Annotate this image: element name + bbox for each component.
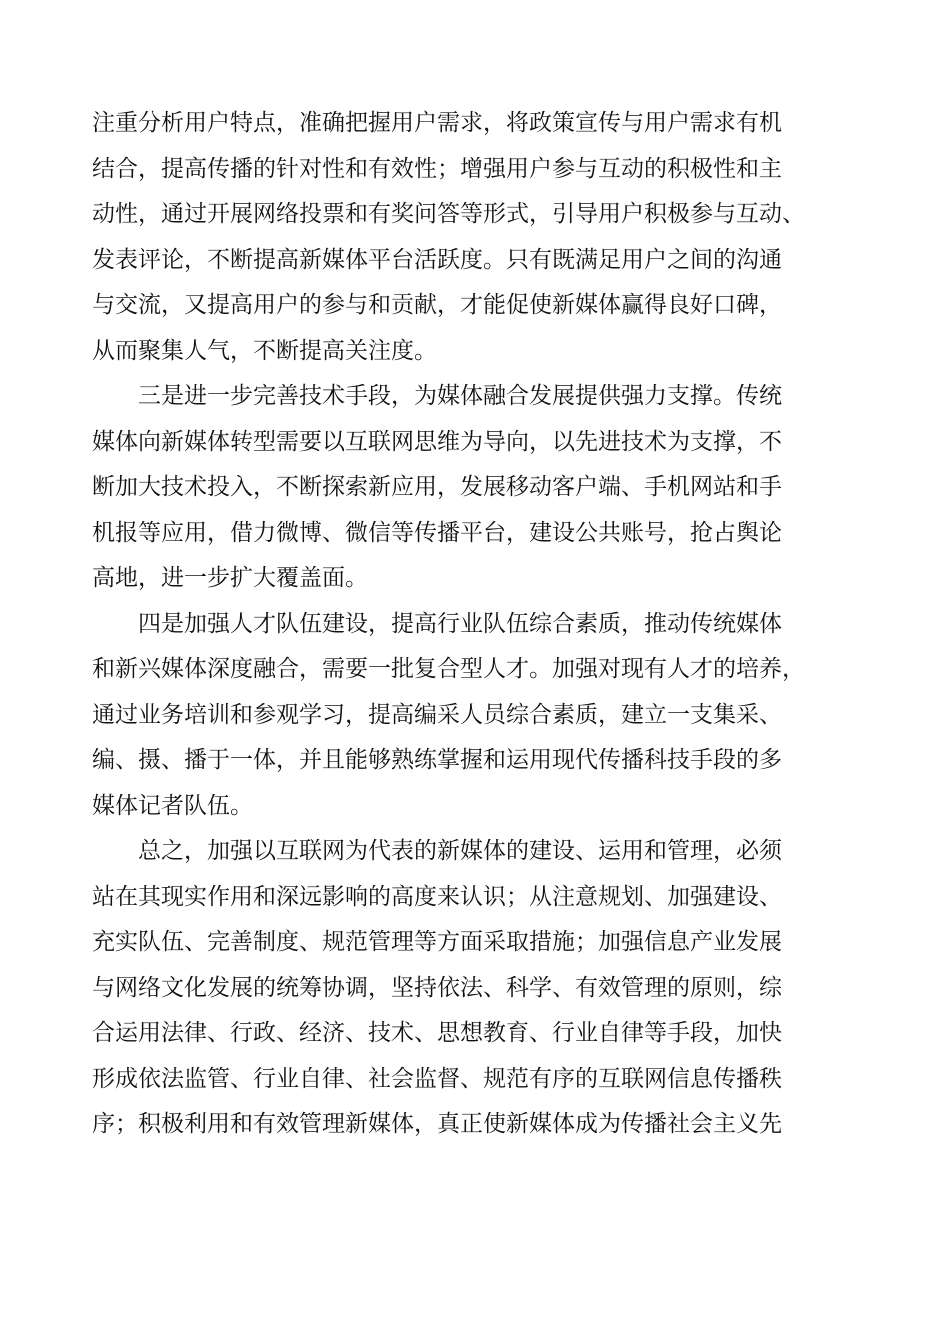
text-line: 动性，通过开展网络投票和有奖问答等形式，引导用户积极参与互动、 — [92, 201, 805, 227]
text-line: 从而聚集人气，不断提高关注度。 — [92, 337, 437, 364]
paragraph-start-line: 总之，加强以互联网为代表的新媒体的建设、运用和管理，必须 — [138, 838, 782, 864]
text-line: 充实队伍、完善制度、规范管理等方面采取措施；加强信息产业发展 — [92, 929, 782, 955]
text-line: 注重分析用户特点，准确把握用户需求，将政策宣传与用户需求有机 — [92, 110, 782, 136]
paragraph-start-line: 三是进一步完善技术手段，为媒体融合发展提供强力支撑。传统 — [138, 383, 782, 409]
text-line: 结合，提高传播的针对性和有效性；增强用户参与互动的积极性和主 — [92, 155, 782, 182]
document-page — [92, 101, 872, 1148]
text-line: 站在其现实作用和深远影响的高度来认识；从注意规划、加强建设、 — [92, 883, 782, 910]
text-line: 和新兴媒体深度融合，需要一批复合型人才。加强对现有人才的培养， — [92, 656, 805, 682]
text-line: 媒体向新媒体转型需要以互联网思维为导向，以先进技术为支撑，不 — [92, 428, 782, 455]
text-line: 发表评论，不断提高新媒体平台活跃度。只有既满足用户之间的沟通 — [92, 246, 782, 273]
text-line: 形成依法监管、行业自律、社会监督、规范有序的互联网信息传播秩 — [92, 1065, 782, 1092]
text-line: 断加大技术投入，不断探索新应用，发展移动客户端、手机网站和手 — [92, 474, 782, 500]
text-line: 与网络文化发展的统筹协调，坚持依法、科学、有效管理的原则，综 — [92, 974, 782, 1001]
text-line: 序；积极利用和有效管理新媒体，真正使新媒体成为传播社会主义先 — [92, 1111, 782, 1137]
text-line: 合运用法律、行政、经济、技术、思想教育、行业自律等手段，加快 — [92, 1020, 782, 1046]
text-line: 编、摄、播于一体，并且能够熟练掌握和运用现代传播科技手段的多 — [92, 747, 782, 773]
text-line: 通过业务培训和参观学习，提高编采人员综合素质，建立一支集采、 — [92, 701, 782, 728]
text-line: 机报等应用，借力微博、微信等传播平台，建设公共账号，抢占舆论 — [92, 519, 782, 546]
text-line: 高地，进一步扩大覆盖面。 — [92, 565, 368, 591]
paragraph-start-line: 四是加强人才队伍建设，提高行业队伍综合素质，推动传统媒体 — [138, 610, 782, 637]
text-line: 与交流，又提高用户的参与和贡献，才能促使新媒体赢得良好口碑， — [92, 292, 782, 318]
text-line: 媒体记者队伍。 — [92, 792, 253, 819]
